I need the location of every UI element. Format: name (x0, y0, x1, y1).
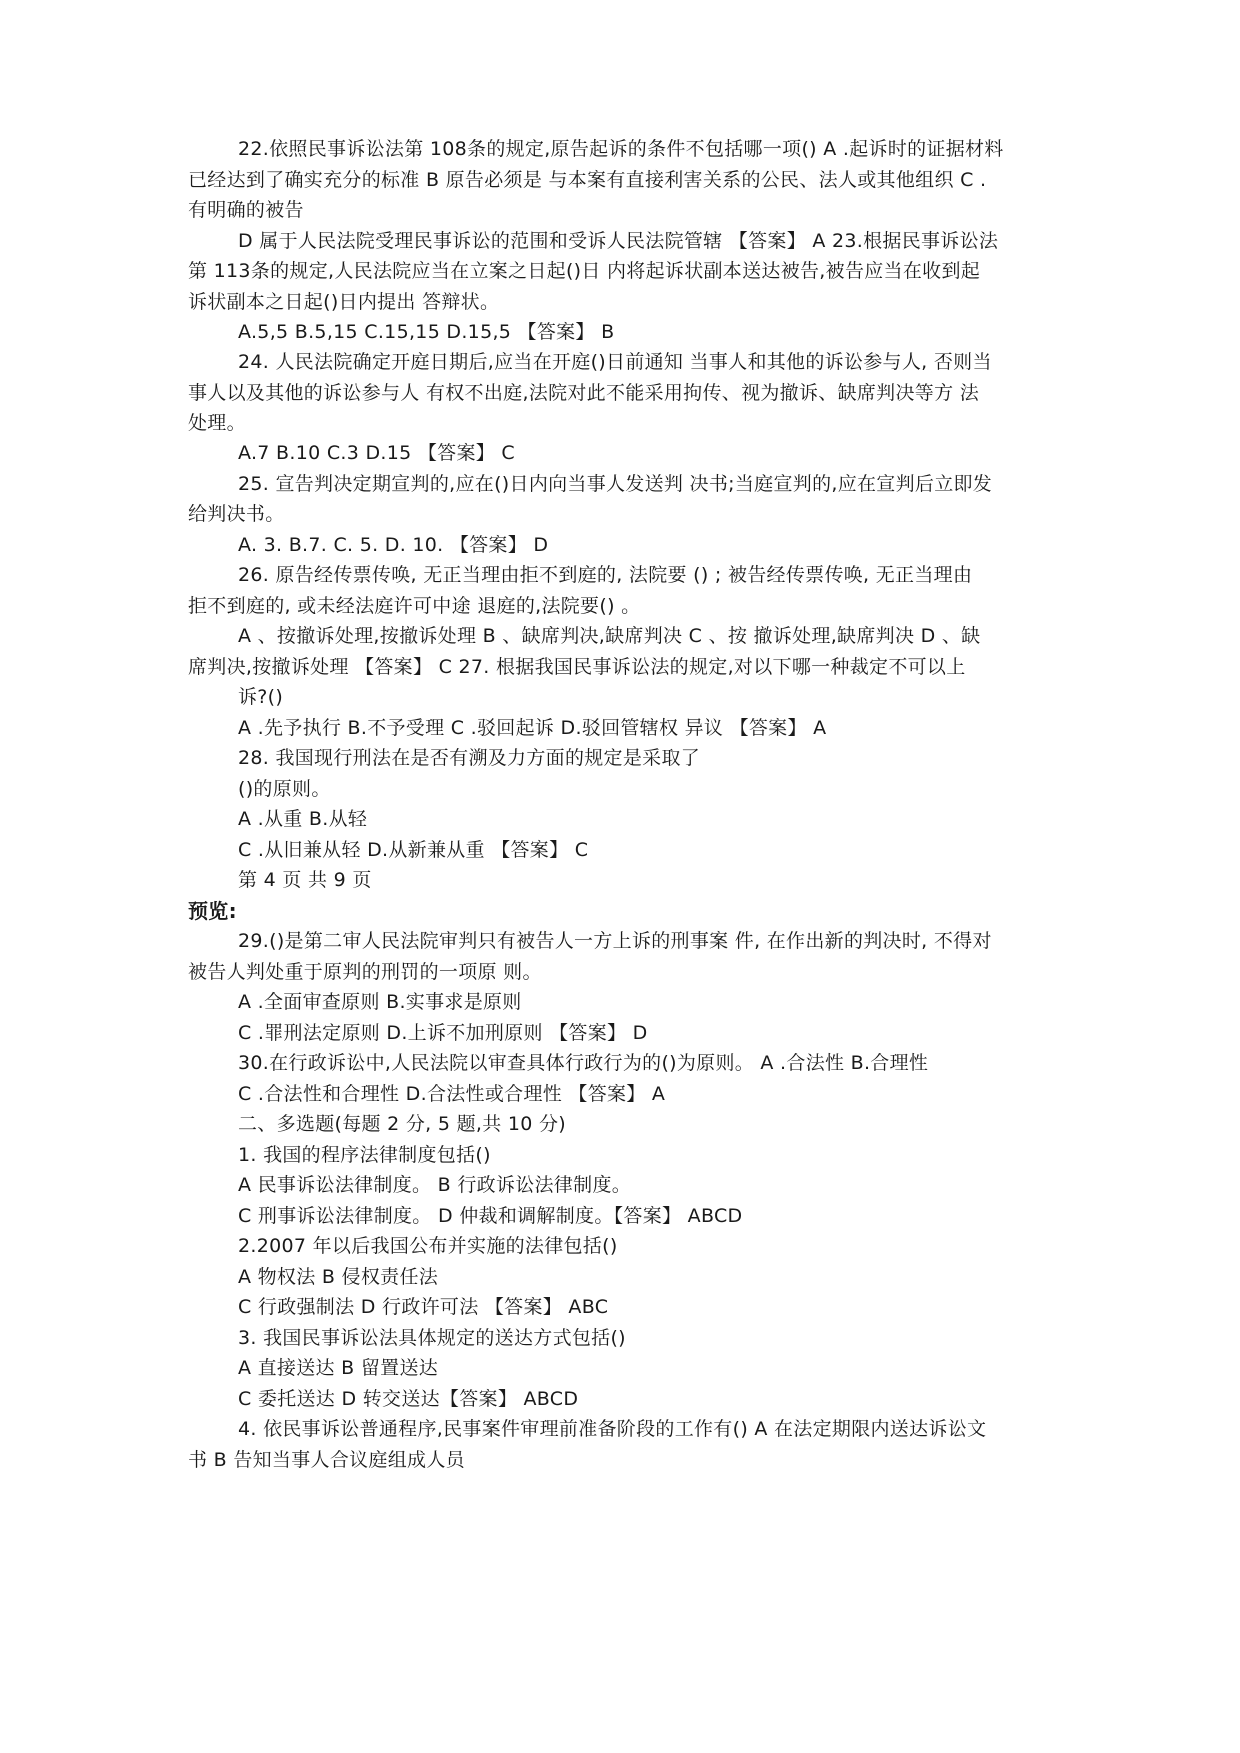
text-line: 29.()是第二审人民法院审判只有被告人一方上诉的刑事案 件, 在作出新的判决时, 不得对 (238, 930, 992, 952)
answer-line: C .从旧兼从轻 D.从新兼从重 【答案】 C (238, 839, 589, 861)
text-line: 被告人判处重于原判的刑罚的一项原 则。 (188, 961, 542, 983)
text-line: 诉状副本之日起()日内提出 答辩状。 (188, 291, 500, 313)
text-line: 2.2007 年以后我国公布并实施的法律包括() (238, 1235, 618, 1257)
preview-label: 预览: (188, 899, 237, 923)
text-line: 已经达到了确实充分的标准 B 原告必须是 与本案有直接利害关系的公民、法人或其他组织 C . (188, 169, 987, 191)
answer-line: C 行政强制法 D 行政许可法 【答案】 ABC (238, 1296, 609, 1318)
text-line: ()的原则。 (238, 778, 331, 800)
text-line: 1. 我国的程序法律制度包括() (238, 1144, 491, 1166)
text-line: 25. 宣告判决定期宣判的,应在()日内向当事人发送判 决书;当庭宣判的,应在宣判后立即发 (238, 473, 993, 495)
answer-line: A.7 B.10 C.3 D.15 【答案】 C (238, 442, 515, 464)
text-line: 4. 依民事诉讼普通程序,民事案件审理前准备阶段的工作有() A 在法定期限内送达诉讼文 (238, 1418, 987, 1440)
text-line: 诉?() (238, 686, 284, 708)
text-line: A 直接送达 B 留置送达 (238, 1357, 439, 1379)
answer-line: A. 3. B.7. C. 5. D. 10. 【答案】 D (238, 534, 549, 556)
section-heading: 二、多选题(每题 2 分, 5 题,共 10 分) (238, 1113, 566, 1135)
text-line: 拒不到庭的, 或未经法庭许可中途 退庭的,法院要() 。 (188, 595, 641, 617)
answer-line: C 委托送达 D 转交送达【答案】 ABCD (238, 1388, 579, 1410)
text-line: A 、按撤诉处理,按撤诉处理 B 、缺席判决,缺席判决 C 、按 撤诉处理,缺席判决 D 、缺 (238, 625, 981, 647)
answer-line: C .合法性和合理性 D.合法性或合理性 【答案】 A (238, 1083, 666, 1105)
answer-line: C 刑事诉讼法律制度。 D 仲裁和调解制度。【答案】 ABCD (238, 1205, 743, 1227)
text-line: 处理。 (188, 412, 246, 434)
text-line: 有明确的被告 (188, 199, 304, 221)
text-line: 24. 人民法院确定开庭日期后,应当在开庭()日前通知 当事人和其他的诉讼参与人, 否则当 (238, 351, 992, 373)
text-line: 席判决,按撤诉处理 【答案】 C 27. 根据我国民事诉讼法的规定,对以下哪一种裁定不可以上 (188, 656, 966, 678)
text-line: 事人以及其他的诉讼参与人 有权不出庭,法院对此不能采用拘传、视为撤诉、缺席判决等方 法 (188, 382, 980, 404)
text-line: 30.在行政诉讼中,人民法院以审查具体行政行为的()为原则。 A .合法性 B.合理性 (238, 1052, 929, 1074)
page-number: 第 4 页 共 9 页 (238, 869, 372, 891)
text-line: 26. 原告经传票传唤, 无正当理由拒不到庭的, 法院要 () ; 被告经传票传唤, 无正当理由 (238, 564, 973, 586)
text-line: 28. 我国现行刑法在是否有溯及力方面的规定是采取了 (238, 747, 701, 769)
text-line: 22.依照民事诉讼法第 108条的规定,原告起诉的条件不包括哪一项() A .起诉时的证据材料 (238, 138, 1004, 160)
text-line: 书 B 告知当事人合议庭组成人员 (188, 1449, 465, 1471)
text-line: A 民事诉讼法律制度。 B 行政诉讼法律制度。 (238, 1174, 632, 1196)
text-line: A 物权法 B 侵权责任法 (238, 1266, 439, 1288)
text-line: A .全面审查原则 B.实事求是原则 (238, 991, 522, 1013)
answer-line: A .先予执行 B.不予受理 C .驳回起诉 D.驳回管辖权 异议 【答案】 A (238, 717, 827, 739)
answer-line: A.5,5 B.5,15 C.15,15 D.15,5 【答案】 B (238, 321, 615, 343)
text-line: 给判决书。 (188, 503, 285, 525)
answer-line: C .罪刑法定原则 D.上诉不加刑原则 【答案】 D (238, 1022, 648, 1044)
text-line: A .从重 B.从轻 (238, 808, 368, 830)
text-line: 3. 我国民事诉讼法具体规定的送达方式包括() (238, 1327, 626, 1349)
text-line: 第 113条的规定,人民法院应当在立案之日起()日 内将起诉状副本送达被告,被告应当在收到起 (188, 260, 981, 282)
text-line: D 属于人民法院受理民事诉讼的范围和受诉人民法院管辖 【答案】 A 23.根据民事诉讼法 (238, 230, 999, 252)
